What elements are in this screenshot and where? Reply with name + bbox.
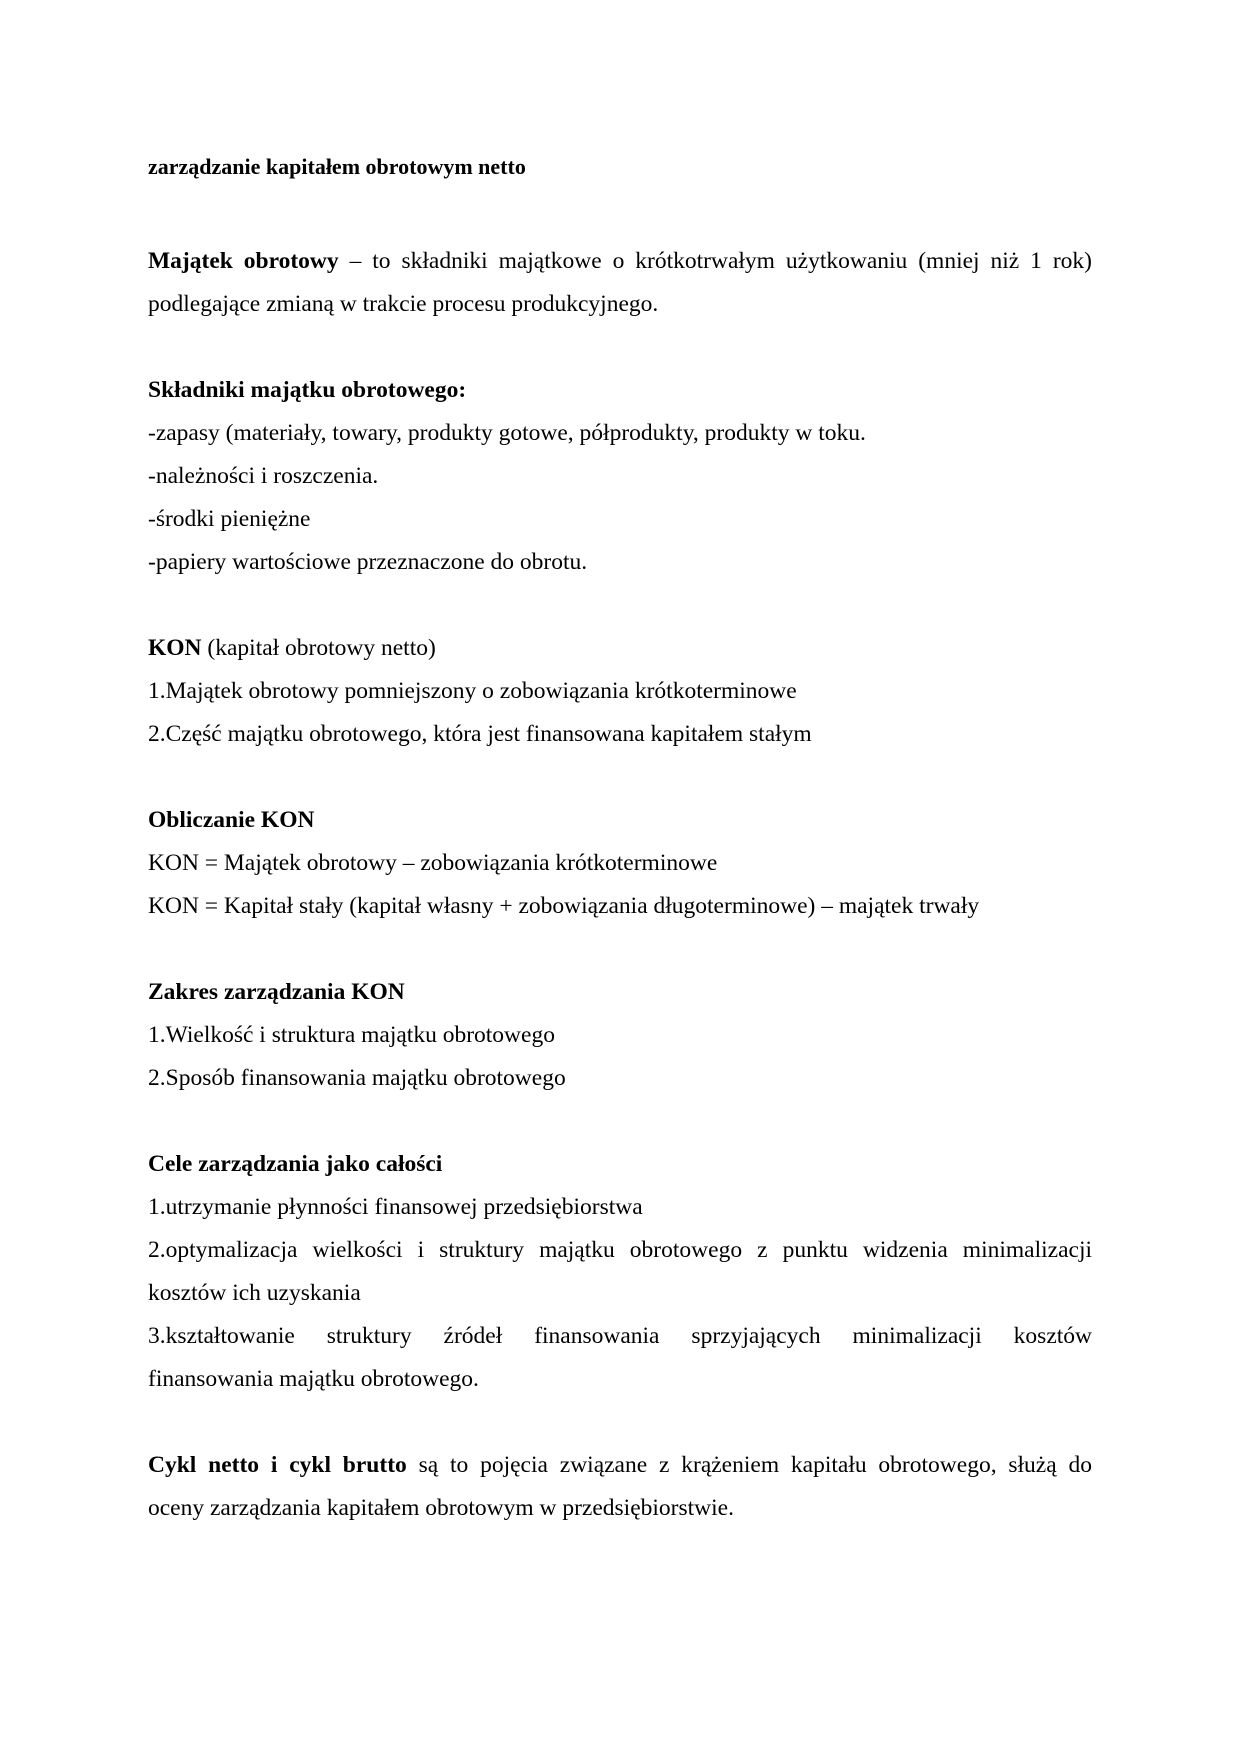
goal-item-line: kosztów ich uzyskania — [148, 1280, 361, 1306]
kon-item: 2.Część majątku obrotowego, która jest finansowana kapitałem stałym — [148, 721, 812, 747]
cycle-line-1 — [148, 1444, 1092, 1487]
definition-line-2: podlegające zmianą w trakcie procesu produkcyjnego. — [148, 291, 659, 317]
cycle-paragraph — [148, 1444, 1092, 1530]
kon-heading — [148, 627, 1092, 670]
calculation-heading: Obliczanie KON — [148, 807, 315, 833]
component-item: -środki pieniężne — [148, 506, 311, 532]
kon-section — [148, 627, 1092, 756]
cycle-line-2: oceny zarządzania kapitałem obrotowym w przedsiębiorstwie. — [148, 1495, 734, 1521]
document-body — [148, 145, 1092, 1530]
cycle-text: są to pojęcia związane z krążeniem kapitału obrotowego, służą do — [406, 1452, 1092, 1478]
goal-item-line: 3.kształtowanie struktury źródeł finansowania sprzyjających minimalizacji kosztów — [148, 1323, 1092, 1349]
scope-section — [148, 971, 1092, 1100]
definition-paragraph — [148, 240, 1092, 326]
goal-item-line: finansowania majątku obrotowego. — [148, 1366, 479, 1392]
components-heading: Składniki majątku obrotowego: — [148, 377, 467, 403]
definition-text: – to składniki majątkowe o krótkotrwałym użytkowaniu (mniej niż 1 rok) — [338, 248, 1092, 274]
kon-heading-text: (kapitał obrotowy netto) — [201, 635, 436, 661]
component-item: -należności i roszczenia. — [148, 463, 379, 489]
calculation-section — [148, 799, 1092, 928]
component-item: -zapasy (materiały, towary, produkty gotowe, półprodukty, produkty w toku. — [148, 420, 866, 446]
formula-line: KON = Kapitał stały (kapitał własny + zobowiązania długoterminowe) – majątek trwały — [148, 893, 980, 919]
component-item: -papiery wartościowe przeznaczone do obrotu. — [148, 549, 588, 575]
goal-item-line: 2.optymalizacja wielkości i struktury majątku obrotowego z punktu widzenia minimalizacji — [148, 1237, 1092, 1263]
definition-line-1 — [148, 240, 1092, 283]
formula-line: KON = Majątek obrotowy – zobowiązania krótkoterminowe — [148, 850, 718, 876]
goal-item: 1.utrzymanie płynności finansowej przedsiębiorstwa — [148, 1194, 643, 1220]
goals-heading: Cele zarządzania jako całości — [148, 1151, 443, 1177]
goals-section — [148, 1143, 1092, 1401]
components-section — [148, 369, 1092, 584]
cycle-term: Cykl netto i cykl brutto — [148, 1452, 407, 1478]
kon-term: KON — [148, 635, 202, 661]
kon-item: 1.Majątek obrotowy pomniejszony o zobowiązania krótkoterminowe — [148, 678, 797, 704]
document-title: zarządzanie kapitałem obrotowym netto — [148, 154, 526, 179]
scope-item: 1.Wielkość i struktura majątku obrotowego — [148, 1022, 555, 1048]
scope-item: 2.Sposób finansowania majątku obrotowego — [148, 1065, 566, 1091]
scope-heading: Zakres zarządzania KON — [148, 979, 405, 1005]
definition-term: Majątek obrotowy — [148, 248, 339, 274]
